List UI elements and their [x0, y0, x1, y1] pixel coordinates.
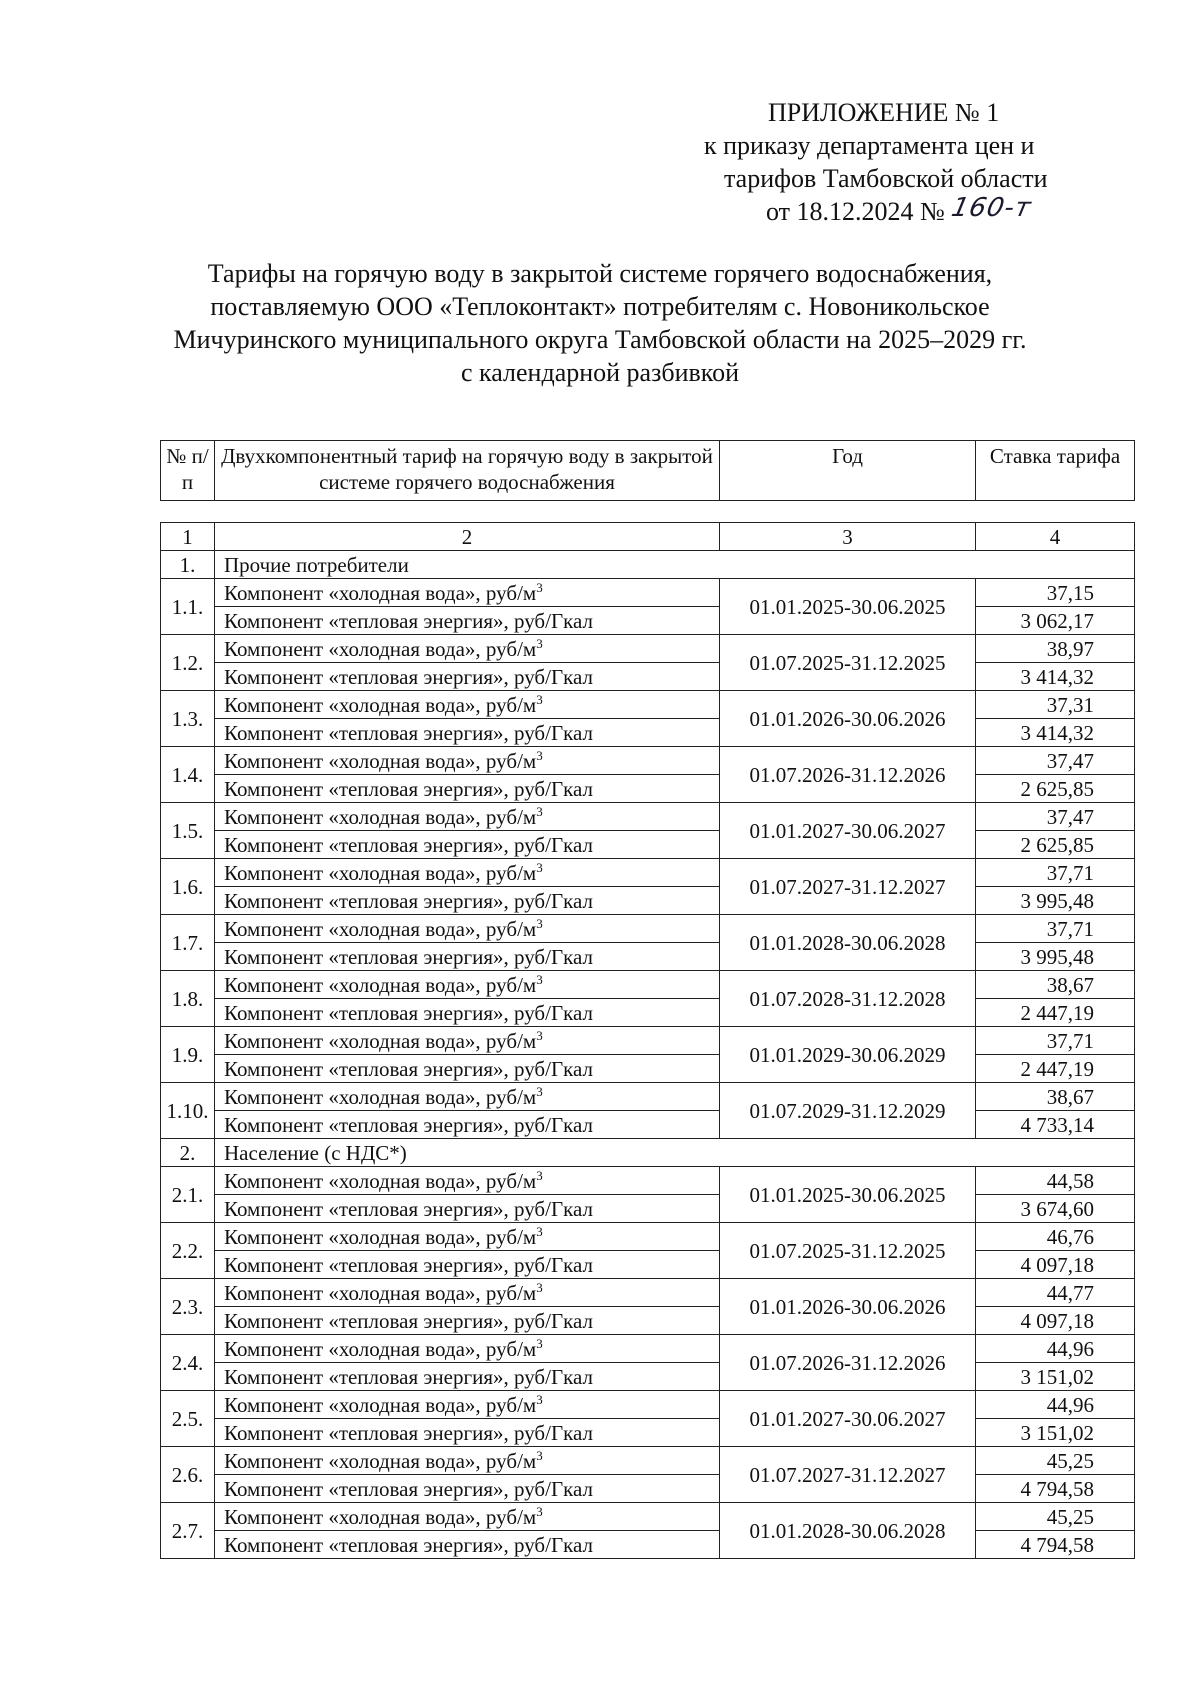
heat-energy-component-label: Компонент «тепловая энергия», руб/Гкал — [215, 1419, 720, 1447]
cold-water-rate: 37,47 — [976, 803, 1135, 831]
cold-water-label-text: Компонент «холодная вода», руб/м — [224, 1504, 537, 1529]
heat-energy-rate: 4 794,58 — [976, 1475, 1135, 1503]
cold-water-rate: 44,77 — [976, 1279, 1135, 1307]
tariff-table — [160, 522, 1135, 1559]
cubic-superscript: 3 — [536, 971, 543, 987]
cold-water-component-label — [215, 1223, 720, 1251]
period: 01.01.2028-30.06.2028 — [720, 915, 976, 971]
heat-energy-rate: 3 674,60 — [976, 1195, 1135, 1223]
heat-energy-rate: 2 447,19 — [976, 999, 1135, 1027]
table-row — [161, 1419, 1135, 1447]
cold-water-rate: 37,31 — [976, 691, 1135, 719]
cold-water-rate: 45,25 — [976, 1447, 1135, 1475]
period: 01.07.2028-31.12.2028 — [720, 971, 976, 1027]
heat-energy-rate: 3 414,32 — [976, 663, 1135, 691]
heat-energy-component-label: Компонент «тепловая энергия», руб/Гкал — [215, 1251, 720, 1279]
column-number: 3 — [720, 523, 976, 551]
cold-water-label-text: Компонент «холодная вода», руб/м — [224, 692, 537, 717]
table-row — [161, 579, 1135, 607]
cold-water-label-text: Компонент «холодная вода», руб/м — [224, 1336, 537, 1361]
cold-water-rate: 37,71 — [976, 859, 1135, 887]
header-rate: Ставка тарифа — [976, 441, 1135, 501]
cold-water-component-label — [215, 635, 720, 663]
cold-water-rate: 46,76 — [976, 1223, 1135, 1251]
cold-water-label-text: Компонент «холодная вода», руб/м — [224, 1084, 537, 1109]
row-number: 2.5. — [161, 1391, 215, 1447]
table-row — [161, 607, 1135, 635]
document-title — [150, 257, 1050, 389]
row-number: 1.8. — [161, 971, 215, 1027]
row-number: 2.6. — [161, 1447, 215, 1503]
period: 01.01.2029-30.06.2029 — [720, 1027, 976, 1083]
heat-energy-component-label: Компонент «тепловая энергия», руб/Гкал — [215, 831, 720, 859]
period: 01.01.2027-30.06.2027 — [720, 803, 976, 859]
row-number: 1.4. — [161, 747, 215, 803]
heat-energy-rate: 2 625,85 — [976, 831, 1135, 859]
cold-water-label-text: Компонент «холодная вода», руб/м — [224, 972, 537, 997]
row-number: 1.3. — [161, 691, 215, 747]
cold-water-rate: 44,58 — [976, 1167, 1135, 1195]
column-number-row — [161, 523, 1135, 551]
table-row — [161, 1027, 1135, 1055]
heat-energy-component-label: Компонент «тепловая энергия», руб/Гкал — [215, 663, 720, 691]
table-row — [161, 859, 1135, 887]
table-row — [161, 1391, 1135, 1419]
heat-energy-component-label: Компонент «тепловая энергия», руб/Гкал — [215, 943, 720, 971]
table-row — [161, 831, 1135, 859]
table-row — [161, 1503, 1135, 1531]
period: 01.01.2026-30.06.2026 — [720, 1279, 976, 1335]
table-row — [161, 1111, 1135, 1139]
period: 01.01.2026-30.06.2026 — [720, 691, 976, 747]
period: 01.07.2027-31.12.2027 — [720, 1447, 976, 1503]
heat-energy-rate: 3 995,48 — [976, 887, 1135, 915]
cold-water-label-text: Компонент «холодная вода», руб/м — [224, 1280, 537, 1305]
cubic-superscript: 3 — [536, 579, 543, 595]
table-row — [161, 1195, 1135, 1223]
cubic-superscript: 3 — [536, 1027, 543, 1043]
section-row — [161, 551, 1135, 579]
cold-water-rate: 45,25 — [976, 1503, 1135, 1531]
row-number: 2.1. — [161, 1167, 215, 1223]
cold-water-component-label — [215, 1335, 720, 1363]
table-row — [161, 635, 1135, 663]
cold-water-label-text: Компонент «холодная вода», руб/м — [224, 1448, 537, 1473]
heat-energy-component-label: Компонент «тепловая энергия», руб/Гкал — [215, 1111, 720, 1139]
appendix-order-ref: к приказу департамента цен и — [704, 131, 1035, 160]
cold-water-component-label — [215, 579, 720, 607]
table-row — [161, 1055, 1135, 1083]
cubic-superscript: 3 — [536, 915, 543, 931]
cold-water-label-text: Компонент «холодная вода», руб/м — [224, 636, 537, 661]
heat-energy-component-label: Компонент «тепловая энергия», руб/Гкал — [215, 887, 720, 915]
cubic-superscript: 3 — [536, 1503, 543, 1519]
period: 01.07.2026-31.12.2026 — [720, 1335, 976, 1391]
row-number: 2.7. — [161, 1503, 215, 1559]
cold-water-rate: 44,96 — [976, 1391, 1135, 1419]
heat-energy-component-label: Компонент «тепловая энергия», руб/Гкал — [215, 775, 720, 803]
cold-water-rate: 37,71 — [976, 1027, 1135, 1055]
row-number: 1.2. — [161, 635, 215, 691]
heat-energy-rate: 4 794,58 — [976, 1531, 1135, 1559]
period: 01.07.2029-31.12.2029 — [720, 1083, 976, 1139]
table-row — [161, 943, 1135, 971]
table-row — [161, 971, 1135, 999]
cold-water-label-text: Компонент «холодная вода», руб/м — [224, 1224, 537, 1249]
table-row — [161, 887, 1135, 915]
row-number: 1.6. — [161, 859, 215, 915]
table-row — [161, 999, 1135, 1027]
cold-water-component-label — [215, 747, 720, 775]
header-year: Год — [720, 441, 976, 501]
tariff-table-body — [161, 523, 1135, 1559]
title-line-4: с календарной разбивкой — [460, 358, 740, 387]
table-row — [161, 663, 1135, 691]
table-row — [161, 1475, 1135, 1503]
column-number: 2 — [215, 523, 720, 551]
heat-energy-component-label: Компонент «тепловая энергия», руб/Гкал — [215, 999, 720, 1027]
title-line-1: Тарифы на горячую воду в закрытой системе горячего водоснабжения, — [207, 259, 993, 288]
header-number: № п/п — [161, 441, 215, 501]
table-row — [161, 1307, 1135, 1335]
row-number: 1.9. — [161, 1027, 215, 1083]
section-name: Прочие потребители — [215, 551, 1135, 579]
heat-energy-rate: 3 151,02 — [976, 1419, 1135, 1447]
period: 01.01.2028-30.06.2028 — [720, 1503, 976, 1559]
cold-water-rate: 44,96 — [976, 1335, 1135, 1363]
cold-water-component-label — [215, 691, 720, 719]
period: 01.07.2027-31.12.2027 — [720, 859, 976, 915]
table-row — [161, 1447, 1135, 1475]
period: 01.07.2026-31.12.2026 — [720, 747, 976, 803]
row-number: 2.4. — [161, 1335, 215, 1391]
heat-energy-rate: 3 151,02 — [976, 1363, 1135, 1391]
cold-water-label-text: Компонент «холодная вода», руб/м — [224, 804, 537, 829]
section-number: 2. — [161, 1139, 215, 1167]
period: 01.01.2025-30.06.2025 — [720, 579, 976, 635]
heat-energy-component-label: Компонент «тепловая энергия», руб/Гкал — [215, 1055, 720, 1083]
table-row — [161, 1363, 1135, 1391]
cold-water-rate: 38,67 — [976, 971, 1135, 999]
cold-water-rate: 38,67 — [976, 1083, 1135, 1111]
title-line-2: поставляемую ООО «Теплоконтакт» потребителям с. Новоникольское — [210, 292, 990, 321]
cold-water-component-label — [215, 1503, 720, 1531]
heat-energy-rate: 4 733,14 — [976, 1111, 1135, 1139]
table-row — [161, 803, 1135, 831]
cold-water-label-text: Компонент «холодная вода», руб/м — [224, 916, 537, 941]
heat-energy-rate: 3 062,17 — [976, 607, 1135, 635]
cold-water-label-text: Компонент «холодная вода», руб/м — [224, 860, 537, 885]
cubic-superscript: 3 — [536, 1391, 543, 1407]
cold-water-rate: 37,71 — [976, 915, 1135, 943]
table-row — [161, 747, 1135, 775]
cubic-superscript: 3 — [536, 1223, 543, 1239]
cubic-superscript: 3 — [536, 1167, 543, 1183]
cold-water-component-label — [215, 1083, 720, 1111]
table-row — [161, 719, 1135, 747]
cold-water-component-label — [215, 1447, 720, 1475]
section-row — [161, 1139, 1135, 1167]
appendix-title: ПРИЛОЖЕНИЕ № 1 — [768, 98, 1000, 127]
cold-water-label-text: Компонент «холодная вода», руб/м — [224, 1028, 537, 1053]
heat-energy-component-label: Компонент «тепловая энергия», руб/Гкал — [215, 1531, 720, 1559]
table-row — [161, 691, 1135, 719]
heat-energy-rate: 4 097,18 — [976, 1307, 1135, 1335]
cold-water-component-label — [215, 971, 720, 999]
heat-energy-component-label: Компонент «тепловая энергия», руб/Гкал — [215, 1195, 720, 1223]
row-number: 2.2. — [161, 1223, 215, 1279]
column-number: 1 — [161, 523, 215, 551]
heat-energy-component-label: Компонент «тепловая энергия», руб/Гкал — [215, 1475, 720, 1503]
heat-energy-rate: 2 447,19 — [976, 1055, 1135, 1083]
cold-water-label-text: Компонент «холодная вода», руб/м — [224, 748, 537, 773]
cubic-superscript: 3 — [536, 859, 543, 875]
heat-energy-rate: 2 625,85 — [976, 775, 1135, 803]
period: 01.01.2025-30.06.2025 — [720, 1167, 976, 1223]
table-row — [161, 1251, 1135, 1279]
heat-energy-component-label: Компонент «тепловая энергия», руб/Гкал — [215, 607, 720, 635]
heat-energy-component-label: Компонент «тепловая энергия», руб/Гкал — [215, 719, 720, 747]
column-number: 4 — [976, 523, 1135, 551]
table-row — [161, 775, 1135, 803]
heat-energy-rate: 3 995,48 — [976, 943, 1135, 971]
tariff-table-header — [160, 440, 1135, 501]
cold-water-component-label — [215, 859, 720, 887]
section-number: 1. — [161, 551, 215, 579]
cubic-superscript: 3 — [536, 1447, 543, 1463]
section-name: Население (с НДС*) — [215, 1139, 1135, 1167]
cubic-superscript: 3 — [536, 635, 543, 651]
table-row — [161, 1083, 1135, 1111]
cubic-superscript: 3 — [536, 747, 543, 763]
period: 01.01.2027-30.06.2027 — [720, 1391, 976, 1447]
cold-water-component-label — [215, 1391, 720, 1419]
table-row — [161, 1335, 1135, 1363]
table-row — [161, 1223, 1135, 1251]
row-number: 1.10. — [161, 1083, 215, 1139]
handwritten-order-number: 160-т — [948, 193, 1035, 223]
title-line-3: Мичуринского муниципального округа Тамбовской области на 2025–2029 гг. — [173, 325, 1027, 354]
cold-water-rate: 38,97 — [976, 635, 1135, 663]
table-row — [161, 1167, 1135, 1195]
appendix-date: от 18.12.2024 № — [766, 197, 945, 226]
cold-water-rate: 37,47 — [976, 747, 1135, 775]
row-number: 2.3. — [161, 1279, 215, 1335]
cubic-superscript: 3 — [536, 803, 543, 819]
table-row — [161, 915, 1135, 943]
table-row — [161, 1531, 1135, 1559]
heat-energy-rate: 3 414,32 — [976, 719, 1135, 747]
period: 01.07.2025-31.12.2025 — [720, 1223, 976, 1279]
cubic-superscript: 3 — [536, 1083, 543, 1099]
cold-water-rate: 37,15 — [976, 579, 1135, 607]
cubic-superscript: 3 — [536, 1279, 543, 1295]
cold-water-label-text: Компонент «холодная вода», руб/м — [224, 1168, 537, 1193]
table-row — [161, 1279, 1135, 1307]
appendix-department: тарифов Тамбовской области — [724, 164, 1048, 193]
row-number: 1.1. — [161, 579, 215, 635]
cold-water-label-text: Компонент «холодная вода», руб/м — [224, 1392, 537, 1417]
cold-water-component-label — [215, 1279, 720, 1307]
cubic-superscript: 3 — [536, 1335, 543, 1351]
header-tariff: Двухкомпонентный тариф на горячую воду в закрытой системе горячего водоснабжения — [215, 441, 720, 501]
heat-energy-rate: 4 097,18 — [976, 1251, 1135, 1279]
appendix-date-line — [660, 195, 1100, 229]
row-number: 1.7. — [161, 915, 215, 971]
cold-water-component-label — [215, 1027, 720, 1055]
cold-water-component-label — [215, 915, 720, 943]
period: 01.07.2025-31.12.2025 — [720, 635, 976, 691]
heat-energy-component-label: Компонент «тепловая энергия», руб/Гкал — [215, 1363, 720, 1391]
appendix-header — [660, 96, 1100, 229]
cold-water-label-text: Компонент «холодная вода», руб/м — [224, 580, 537, 605]
cold-water-component-label — [215, 803, 720, 831]
cold-water-component-label — [215, 1167, 720, 1195]
row-number: 1.5. — [161, 803, 215, 859]
heat-energy-component-label: Компонент «тепловая энергия», руб/Гкал — [215, 1307, 720, 1335]
cubic-superscript: 3 — [536, 691, 543, 707]
